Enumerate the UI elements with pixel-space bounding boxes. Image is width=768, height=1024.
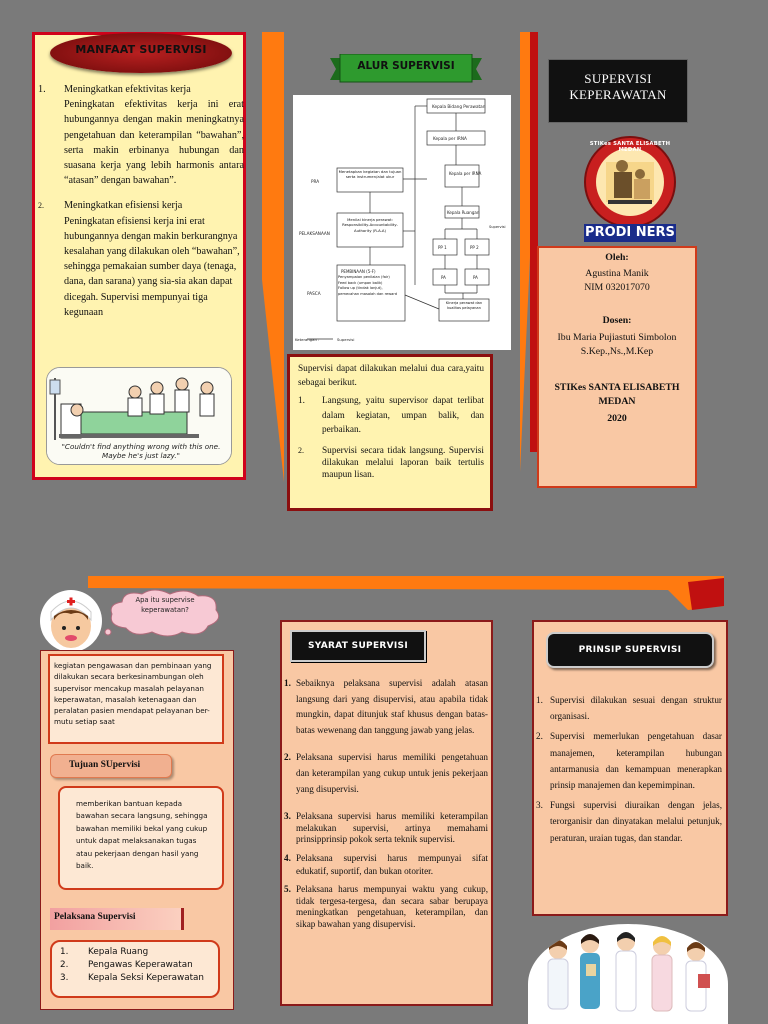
pelaksana-item-num: 3. [60, 973, 69, 984]
dg-pa1: PA [441, 275, 446, 280]
pelaksana-list [50, 940, 220, 998]
cara-item-num: 2. [298, 446, 304, 456]
syarat-item [284, 852, 488, 878]
prinsip-title: PRINSIP SUPERVISI [578, 645, 682, 655]
prinsip-item-text: Fungsi supervisi diuraikan dengan jelas, terorganisir dan dinyatakan melalui petunjuk, peraturan, uraian tugas, dan standar. [550, 800, 722, 843]
syarat-item-num: 4. [284, 852, 291, 863]
definition-box [48, 654, 224, 744]
manfaat-title-badge [50, 33, 232, 73]
question-bubble-text: Apa itu supervise keperawatan? [135, 596, 195, 614]
pelaksana-item [60, 972, 218, 985]
manfaat-item-lead: Meningkatkan efektivitas kerja [64, 84, 191, 95]
dg-keterangan-value: Supervisi [337, 337, 355, 342]
syarat-item [284, 884, 488, 930]
dg-pasca: PASCA [307, 291, 321, 296]
manfaat-item-lead: Meningkatkan efisiensi kerja [64, 200, 183, 212]
alur-title-banner [330, 54, 482, 84]
dg-supervisi: Supervisi [489, 225, 506, 229]
syarat-item-text: Sebaiknya pelaksana supervisi adalah atasan langsung dari yang disupervisi, atau apabila tidak mungkin, dapat ditunjuk staf khusus dengan batas-batas wewenang dan tanggung jawab yang jelas. [296, 678, 488, 735]
dosen-name: Ibu Maria Pujiastuti Simbolon S.Kep.,Ns.,M.Kep [557, 332, 677, 357]
cara-item [298, 394, 484, 437]
syarat-list [284, 676, 488, 930]
definition-text: kegiatan pengawasan dan pembinaan yang dilakukan secara berkesinambungan oleh supervisor mencakup masalah pelayanan keperawatan, masalah ketenagaan dan peralatan pasien mendapat pelayanan ber-mutu setiap saat [54, 661, 212, 727]
nurses-group-image [528, 924, 728, 1024]
manfaat-item-body: Peningkatan efektivitas kerja ini erat hubungannya dengan makin meningkatnya pengetahuan dan keterampilan “bawahan”, serta makin erbinanya hubungan dan suasana kerja yang lebih harmonis antara “atasan” dengan bawahan”. [64, 99, 244, 187]
cara-item [298, 445, 484, 482]
cover-year: 2020 [607, 413, 627, 424]
manfaat-item [38, 198, 244, 320]
dg-pelaksanaan: PELAKSANAAN [299, 231, 330, 236]
prinsip-item-num: 2. [536, 731, 543, 742]
cara-item-text: Supervisi secara tidak langsung. Supervisi dilakukan melalui laporan baik tertulis maupun lisan. [322, 446, 484, 481]
tujuan-text: memberikan bantuan kepada bawahan secara langsung, sehingga bawahan memiliki bekal yang cukup untuk dapat melaksanakan tugas atau pekerjaan dengan hasil yang baik. [76, 799, 208, 871]
dg-pra: PRA [311, 179, 320, 184]
syarat-item [284, 811, 488, 846]
dg-kepala-ruangan: Kepala Ruangan [447, 210, 480, 215]
prinsip-list [536, 692, 722, 846]
syarat-item-num: 3. [284, 811, 291, 822]
nurse-icon [40, 590, 102, 652]
tujuan-title: Tujuan SUpervisi [69, 760, 141, 770]
dg-keterangan: Keterangan : [295, 337, 320, 342]
dg-kepala-irna2: Kepala per IRNA [449, 171, 482, 176]
author-name: Agustina Manik [585, 268, 649, 279]
syarat-item-text: Pelaksana harus mempunyai waktu yang cukup, tidak tergesa-tergesa, dan secara sabar berupaya meningkatkan pengetahuan, keterampilan, dan sikap bawahan yang disupervisi. [296, 883, 488, 929]
prinsip-title-box [546, 632, 714, 668]
tujuan-tab [50, 754, 172, 778]
dg-pembinaan-items [338, 275, 404, 297]
nurses-illustration [528, 924, 728, 1024]
pelaksana-tab [50, 908, 184, 930]
decor-strip-left [262, 32, 284, 482]
cara-item-num: 1. [298, 396, 305, 407]
prinsip-item-num: 1. [536, 695, 543, 705]
pelaksana-item-text: Pengawas Keperawatan [88, 960, 193, 971]
alur-title: ALUR SUPERVISI [357, 60, 455, 72]
manfaat-item-num: 2. [38, 201, 44, 211]
prinsip-item [536, 797, 722, 846]
prinsip-item [536, 692, 722, 724]
pelaksana-item-text: Kepala Ruang [88, 947, 149, 957]
pelaksana-item-num: 1. [60, 947, 69, 957]
dg-pembinaan-item: Penyampaian penilaian (fair) [338, 275, 390, 279]
pelaksana-item [60, 959, 218, 972]
stikes-logo [578, 136, 682, 244]
syarat-item-text: Pelaksana supervisi harus memiliki pengetahuan dan keterampilan yang cukup untuk jenis pekerjaan yang disupervisi. [296, 752, 488, 794]
manfaat-title: MANFAAT SUPERVISI [75, 43, 207, 56]
dg-pembinaan-item: Feed back (umpan balik) [338, 280, 383, 285]
dg-kepala-irna: Kepala per IRNA [433, 136, 467, 141]
dg-menilai: Menilai kinerja perawat: Responsibility-Accountability-Authority (R-A-A) [342, 217, 398, 233]
dg-pp2: PP 2 [470, 245, 479, 250]
pelaksana-item [60, 946, 218, 959]
cartoon-caption: "Couldn't find anything wrong with this one. Maybe he's just lazy." [61, 442, 221, 460]
alur-flowchart [293, 95, 511, 350]
alur-diagram [293, 95, 511, 350]
syarat-item-num: 2. [284, 752, 291, 763]
question-bubble [102, 588, 224, 640]
syarat-item-text: Pelaksana supervisi harus memiliki keterampilan melakukan supervisi, artinya memahami prinsipprinsip pokok serta teknik supervisi. [296, 811, 488, 845]
author-nim: NIM 032017070 [584, 282, 650, 293]
syarat-item [284, 750, 488, 797]
manfaat-item-num: 1. [38, 84, 46, 95]
cover-title-line2: KEPERAWATAN [569, 87, 667, 102]
syarat-item [284, 676, 488, 738]
cartoon-image [46, 367, 232, 465]
cara-panel [287, 354, 493, 511]
manfaat-item [38, 82, 244, 188]
pelaksana-title: Pelaksana Supervisi [54, 912, 136, 922]
prinsip-item-text: Supervisi dilakukan sesuai dengan struktur organisasi. [550, 695, 722, 722]
syarat-item-num: 5. [284, 883, 291, 894]
logo-ring-text: STIKes SANTA ELISABETH MEDAN [589, 141, 671, 153]
syarat-item-num: 1. [284, 678, 291, 688]
prinsip-item [536, 728, 722, 793]
cara-item-text: Langsung, yaitu supervisor dapat terlibat dalam kegiatan, umpan balik, dan perbaikan. [322, 396, 484, 435]
oleh-label: Oleh: [605, 252, 629, 263]
dg-pa2: PA [473, 275, 478, 280]
tujuan-scroll [58, 786, 224, 890]
institution-name: STIKes SANTA ELISABETH MEDAN [554, 382, 680, 407]
nurse-avatar [40, 590, 102, 652]
syarat-title: SYARAT SUPERVISI [308, 641, 408, 651]
pelaksana-item-text: Kepala Seksi Keperawatan [88, 973, 205, 984]
dg-pembinaan-item: Follow up (tindak lanjut), pemecahan masalah dan reward [338, 286, 398, 296]
syarat-item-text: Pelaksana supervisi harus mempunyai sifat edukatif, suportif, dan bukan otoriter. [296, 852, 488, 876]
cover-title-line1: SUPERVISI [584, 71, 652, 86]
logo-banner: PRODI NERS [585, 225, 675, 240]
dg-pembinaan-title: PEMBINAAN (5-F) [341, 269, 376, 274]
cover-info-box [537, 246, 697, 488]
dg-pp1: PP 1 [438, 245, 447, 250]
syarat-title-box [290, 630, 426, 662]
dg-kepala-bidang: Kepala Bidang Perawatan [432, 104, 486, 109]
cover-title-box [548, 59, 688, 123]
prinsip-item-num: 3. [536, 800, 543, 811]
manfaat-item-body: Peningkatan efisiensi kerja ini erat hubungannya dengan makin berkurangnya kesalahan yang dilakukan oleh “bawahan”, sehingga pemakaian sumber daya (tenaga, dana, dan sarana) yang sia-sia akan dapat dicegah. Supervisi mempunyai tiga kegunaan [64, 215, 240, 318]
dosen-label: Dosen: [602, 315, 632, 326]
pelaksana-item-num: 2. [60, 960, 69, 971]
prinsip-item-text: Supervisi memerlukan pengetahuan dasar manajemen, keterampilan hubungan antarmanusia dan kemampuan menerapkan prinsip manajemen dan kepemimpinan. [550, 731, 722, 791]
manfaat-list [38, 82, 244, 320]
dg-kinerja: Kinerja perawat dan kualitas pelayanan [445, 301, 483, 310]
dg-menetapkan: Menetapkan kegiatan dan tujuan serta instrumen/alat ukur [338, 169, 402, 179]
cara-intro: Supervisi dapat dilakukan melalui dua cara,yaitu sebagai berikut. [298, 364, 484, 389]
